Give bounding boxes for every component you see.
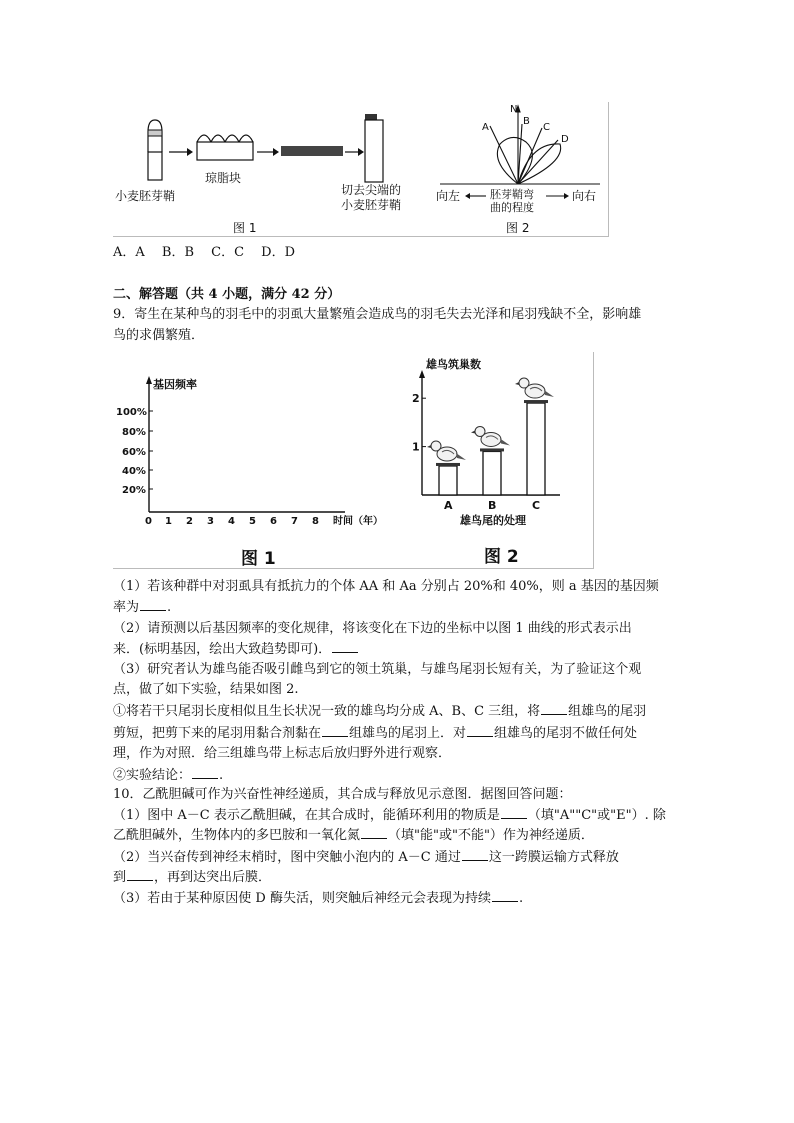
category-label: B: [488, 499, 497, 512]
xtick: 4: [228, 516, 235, 527]
q9-p2-b-text: 来．(标明基因，绘出大致趋势即可)．: [113, 642, 332, 657]
answer-blank[interactable]: [140, 598, 166, 611]
xtick: 1: [165, 516, 172, 527]
q10-p2-b1: 到: [113, 870, 127, 885]
answer-blank[interactable]: [192, 766, 218, 779]
q9-p4-a: [113, 702, 646, 721]
answer-blank[interactable]: [501, 806, 527, 819]
top-fig2-diagram: [430, 102, 608, 238]
q9-p5: [113, 766, 223, 785]
xtick: 0: [145, 516, 152, 527]
bird-icon: [471, 426, 510, 451]
agar-strip-shape: [281, 146, 343, 156]
q10-p1-a1: （1）图中 A－C 表示乙酰胆碱，在其合成时，能循环利用的物质是: [113, 808, 500, 823]
bar-A: [439, 466, 457, 495]
fig1-caption: 图 1: [233, 221, 257, 235]
q9-stem-2: 鸟的求偶繁殖．: [113, 328, 205, 343]
q10-stem: 10．乙酰胆碱可作为兴奋性神经递质，其合成与释放见示意图．据图回答问题：: [113, 787, 572, 802]
answer-blank[interactable]: [127, 868, 153, 881]
arrow-right-icon: [345, 148, 364, 156]
arrow-right-icon: [257, 148, 279, 156]
q9-p4-b3: 组雄鸟的尾羽不做任何处: [494, 726, 638, 741]
q9-fig2-ylabel: 雄鸟筑巢数: [426, 358, 481, 371]
q9-p1-b-text: 率为: [113, 600, 140, 615]
q10-p2-a: [113, 848, 619, 867]
q9-p2-a: （2）请预测以后基因频率的变化规律，将该变化在下边的坐标中以图 1 曲线的形式表示出: [113, 621, 632, 636]
agar-block-shape: [197, 135, 253, 160]
label-agar: 琼脂块: [205, 171, 242, 185]
xtick: 3: [207, 516, 214, 527]
q9-p4-b: [113, 724, 637, 743]
label-D: D: [561, 134, 569, 145]
bird-icon: [515, 378, 554, 403]
q9-p1-a: （1）若该种群中对羽虱具有抵抗力的个体 AA 和 Aa 分别占 20%和 40%，则 a 基因的基因频: [113, 579, 659, 594]
q10-p2-a2: 这一跨膜运输方式释放: [488, 850, 619, 865]
label-N: N: [510, 104, 518, 115]
label-left: 向左: [436, 189, 461, 203]
section-title: 二、解答题（共 4 小题，满分 42 分）: [113, 287, 341, 302]
xtick: 2: [186, 516, 193, 527]
q10-p1-b: [113, 826, 594, 845]
q9-fig1-caption: 图 1: [241, 549, 276, 569]
label-cut-2: 小麦胚芽鞘: [341, 198, 402, 212]
q10-p1-b1: 乙酰胆碱外，生物体内的多巴胺和一氧化氮: [113, 828, 361, 843]
q10-p1-a2: （填"A""C"或"E"）. 除: [527, 808, 666, 823]
category-label: A: [444, 499, 453, 512]
label-A: A: [482, 122, 489, 133]
q9-fig2-xlabel: 雄鸟尾的处理: [460, 514, 526, 527]
q9-fig1-ylabel: 基因频率: [153, 378, 197, 391]
ytick-40: 40%: [122, 466, 146, 477]
answer-blank[interactable]: [467, 724, 493, 737]
bending-diagram: [440, 106, 600, 184]
bar-B: [483, 451, 501, 495]
ytick-label: 1: [412, 440, 420, 454]
arrow-right-icon: [169, 148, 193, 156]
answer-blank[interactable]: [322, 724, 348, 737]
label-cut-1: 切去尖端的: [341, 183, 402, 197]
q10-p2-b: [113, 868, 271, 887]
ytick-80: 80%: [122, 427, 146, 438]
cut-coleoptile-shape: [365, 114, 383, 182]
q9-p4-b2: 组雄鸟的尾羽上．对: [349, 726, 467, 741]
label-middle-2: 曲的程度: [490, 201, 534, 214]
period: .: [167, 600, 172, 615]
label-C: C: [543, 122, 550, 133]
q9-p4-a1: ①将若干只尾羽长度相似且生长状况一致的雄鸟均分成 A、B、C 三组，将: [113, 704, 541, 719]
q9-fig1-xlabel: 时间（年）: [333, 516, 383, 527]
ytick-label: 2: [412, 392, 420, 406]
period: .: [518, 891, 524, 906]
xtick: 7: [291, 516, 298, 527]
q10-p1-b2: （填"能"或"不能"）作为神经递质．: [388, 828, 594, 843]
q9-p3-b: 点，做了如下实验，结果如图 2.: [113, 682, 299, 697]
top-fig1-diagram: [113, 102, 402, 238]
label-right: 向右: [572, 189, 597, 203]
xtick: 6: [270, 516, 277, 527]
answer-blank[interactable]: [361, 826, 387, 839]
ytick-60: 60%: [122, 447, 146, 458]
bird-icon: [427, 441, 466, 466]
q9-fig2-caption: 图 2: [484, 547, 519, 567]
q9-p4-a2: 组雄鸟的尾羽: [568, 704, 647, 719]
q8-options: A．A B．B C．C D．D: [113, 245, 296, 260]
q9-fig1-xticks: [145, 516, 319, 527]
q9-fig2-chart: [400, 352, 594, 570]
q10-p3-text: （3）若由于某种原因使 D 酶失活，则突触后神经元会表现为持续: [113, 891, 491, 906]
ytick-100: 100%: [116, 407, 147, 418]
q10-p3: [113, 889, 523, 908]
xtick: 8: [312, 516, 319, 527]
q10-p1-a: [113, 806, 666, 825]
q9-stem-1: 9．寄生在某种鸟的羽毛中的羽虱大量繁殖会造成鸟的羽毛失去光泽和尾羽残缺不全，影响雄: [113, 307, 642, 322]
q9-p2-b: [113, 640, 359, 659]
ytick-20: 20%: [122, 485, 146, 496]
arrow-right-icon: [546, 193, 569, 199]
q9-p5-text: ②实验结论：: [113, 768, 192, 783]
label-coleoptile: 小麦胚芽鞘: [115, 189, 176, 203]
answer-blank[interactable]: [332, 640, 358, 653]
q10-p2-a1: （2）当兴奋传到神经末梢时，图中突触小泡内的 A－C 通过: [113, 850, 461, 865]
answer-blank[interactable]: [492, 889, 518, 902]
q10-p2-b2: ，再到达突出后膜．: [154, 870, 272, 885]
xtick: 5: [249, 516, 256, 527]
q9-p1-b: [113, 598, 171, 617]
period: .: [219, 768, 224, 783]
q9-p3-a: （3）研究者认为雄鸟能否吸引雌鸟到它的领土筑巢，与雄鸟尾羽长短有关，为了验证这个观: [113, 662, 642, 677]
answer-blank[interactable]: [541, 702, 567, 715]
label-B: B: [523, 116, 530, 127]
answer-blank[interactable]: [462, 848, 488, 861]
category-label: C: [532, 499, 541, 512]
q9-p4-b1: 剪短，把剪下来的尾羽用黏合剂黏在: [113, 726, 322, 741]
fig2-caption: 图 2: [506, 221, 530, 235]
q9-p4-c: 理，作为对照．给三组雄鸟带上标志后放归野外进行观察．: [113, 746, 452, 761]
q9-fig1-axes: [113, 352, 403, 570]
bar-C: [527, 403, 545, 495]
label-middle-1: 胚芽鞘弯: [490, 188, 534, 201]
arrow-left-icon: [465, 193, 486, 199]
coleoptile-shape: [148, 120, 162, 180]
